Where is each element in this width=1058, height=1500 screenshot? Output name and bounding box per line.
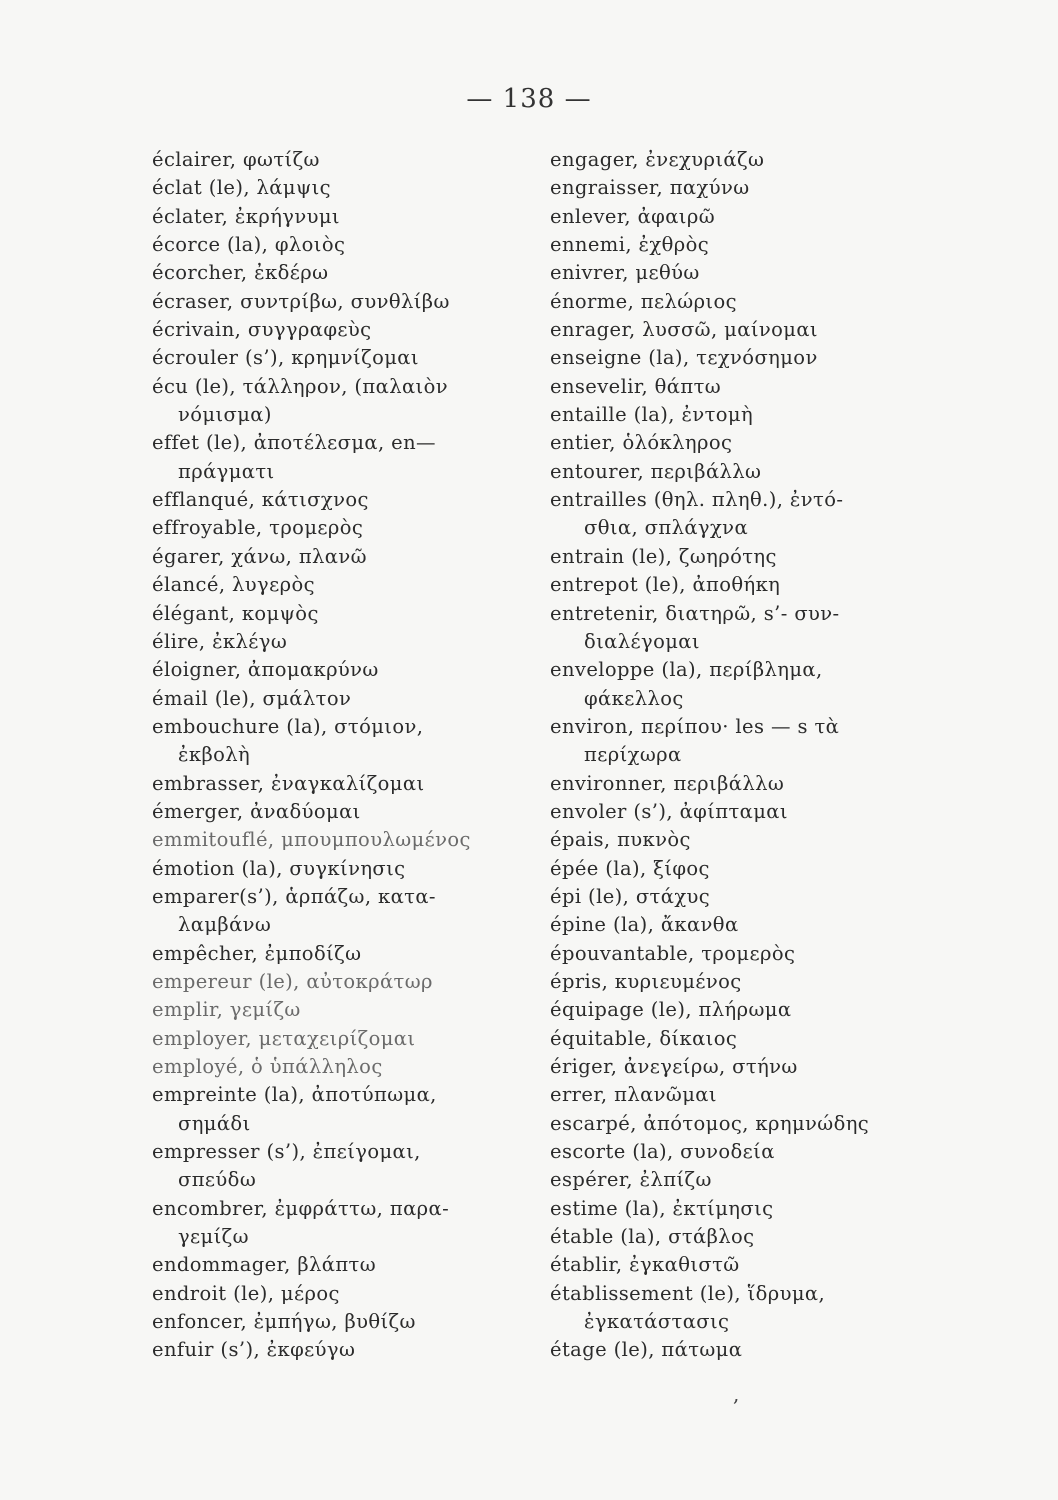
- entry-line: enivrer, μεθύω: [550, 261, 700, 285]
- entry-line: entier, ὁλόκληρος: [550, 431, 733, 455]
- entry-line: employé, ὁ ὑπάλληλος: [152, 1055, 383, 1078]
- entry-line: émerger, ἀναδύομαι: [152, 799, 361, 823]
- entry-line: écrouler (s’), κρημνίζομαι: [152, 346, 419, 370]
- entry-line: emplir, γεμίζω: [152, 998, 301, 1022]
- entry-continuation: νόμισμα): [178, 403, 272, 427]
- entry-continuation: λαμβάνω: [178, 913, 272, 937]
- stray-mark: ,: [733, 1382, 740, 1406]
- entry-line: entretenir, διατηρῶ, s’- συν-: [550, 601, 840, 625]
- entry-line: éclat (le), λάμψις: [152, 176, 332, 200]
- entry-line: étable (la), στάβλος: [550, 1225, 755, 1249]
- entry-line: élancé, λυγερὸς: [152, 573, 315, 597]
- entry-line: ériger, ἀνεγείρω, στήνω: [550, 1055, 798, 1078]
- entry-continuation: ἐκβολὴ: [178, 743, 251, 767]
- left-column: [152, 146, 544, 1365]
- entry-line: entrepot (le), ἀποθήκη: [550, 573, 781, 597]
- entry-line: enrager, λυσσῶ, μαίνομαι: [550, 318, 818, 342]
- entry-line: effroyable, τρομερὸς: [152, 516, 364, 540]
- entry-continuation: σπεύδω: [178, 1168, 257, 1192]
- entry-line: employer, μεταχειρίζομαι: [152, 1026, 416, 1050]
- entry-continuation: διαλέγομαι: [584, 629, 700, 653]
- entry-line: enfuir (s’), ἐκφεύγω: [152, 1338, 356, 1362]
- entry-line: équipage (le), πλήρωμα: [550, 998, 792, 1022]
- entry-line: encombrer, ἐμφράττω, παρα-: [152, 1196, 450, 1220]
- entry-line: émail (le), σμάλτον: [152, 686, 352, 710]
- entry-line: enseigne (la), τεχνόσημον: [550, 346, 818, 370]
- entry-line: étage (le), πάτωμα: [550, 1338, 743, 1362]
- entry-line: enveloppe (la), περίβλημα,: [550, 658, 823, 682]
- entry-line: environner, περιβάλλω: [550, 771, 785, 795]
- entry-line: épine (la), ἄκανθα: [550, 913, 739, 937]
- entry-line: écorcher, ἐκδέρω: [152, 261, 329, 285]
- entry-line: embrasser, ἐναγκαλίζομαι: [152, 771, 425, 795]
- entry-line: établir, ἐγκαθιστῶ: [550, 1253, 740, 1277]
- entry-continuation: σημάδι: [178, 1111, 251, 1135]
- entry-line: escarpé, ἀπότομος, κρημνώδης: [550, 1111, 870, 1135]
- entry-line: énorme, πελώριος: [550, 289, 737, 313]
- right-column: [550, 146, 995, 1365]
- entry-line: épris, κυριευμένος: [550, 969, 742, 993]
- entry-line: ensevelir, θάπτω: [550, 374, 722, 398]
- entry-line: embouchure (la), στόμιον,: [152, 714, 424, 738]
- entry-line: épais, πυκνὸς: [550, 828, 691, 852]
- entry-line: entaille (la), ἐντομὴ: [550, 403, 754, 427]
- entry-line: épée (la), ξίφος: [550, 856, 710, 880]
- entry-line: engager, ἐνεχυριάζω: [550, 148, 765, 171]
- entry-line: emparer(s’), ἁρπάζω, κατα-: [152, 884, 436, 908]
- entry-line: entrain (le), ζωηρότης: [550, 544, 777, 568]
- entry-line: emmitouflé, μπουμπουλωμένος: [152, 828, 471, 852]
- entry-line: empresser (s’), ἐπείγομαι,: [152, 1140, 421, 1164]
- entry-line: enlever, ἀφαιρῶ: [550, 204, 716, 228]
- entry-line: éclater, ἐκρήγνυμι: [152, 204, 340, 228]
- entry-line: élégant, κομψὸς: [152, 601, 319, 625]
- entry-continuation: γεμίζω: [178, 1225, 249, 1249]
- entry-line: égarer, χάνω, πλανῶ: [152, 544, 367, 568]
- entry-line: entrailles (θηλ. πληθ.), ἐντό-: [550, 488, 844, 512]
- entry-continuation: ἐγκατάστασις: [584, 1310, 730, 1334]
- entry-line: ennemi, ἐχθρὸς: [550, 233, 710, 257]
- entry-line: éclairer, φωτίζω: [152, 148, 320, 171]
- entry-line: éloigner, ἀπομακρύνω: [152, 658, 379, 682]
- entry-line: espérer, ἐλπίζω: [550, 1168, 712, 1192]
- entry-continuation: πράγματι: [178, 459, 275, 483]
- entry-line: empereur (le), αὐτοκράτωρ: [152, 969, 433, 993]
- entry-line: estime (la), ἐκτίμησις: [550, 1196, 774, 1220]
- entry-line: efflanqué, κάτισχνος: [152, 488, 369, 512]
- entry-line: écorce (la), φλοιὸς: [152, 233, 346, 257]
- entry-line: effet (le), ἀποτέλεσμα, en—: [152, 431, 436, 455]
- entry-line: endommager, βλάπτω: [152, 1253, 377, 1277]
- entry-line: émotion (la), συγκίνησις: [152, 856, 406, 880]
- entry-line: établissement (le), ἵδρυμα,: [550, 1281, 826, 1305]
- entry-line: enfoncer, ἐμπήγω, βυθίζω: [152, 1310, 416, 1334]
- entry-line: envoler (s’), ἀφίπταμαι: [550, 799, 788, 823]
- page-number: — 138 —: [466, 84, 592, 114]
- entry-line: élire, ἐκλέγω: [152, 629, 288, 653]
- entry-continuation: περίχωρα: [584, 743, 682, 767]
- entry-line: empêcher, ἐμποδίζω: [152, 941, 362, 965]
- entry-line: équitable, δίκαιος: [550, 1026, 738, 1050]
- entry-line: errer, πλανῶμαι: [550, 1083, 717, 1107]
- entry-continuation: φάκελλος: [584, 686, 684, 710]
- entry-line: escorte (la), συνοδεία: [550, 1140, 775, 1164]
- entry-line: environ, περίπου· les — s τὰ: [550, 714, 840, 738]
- entry-line: écu (le), τάλληρον, (παλαιὸν: [152, 374, 448, 398]
- entry-line: empreinte (la), ἀποτύπωμα,: [152, 1083, 437, 1107]
- entry-line: écrivain, συγγραφεὺς: [152, 318, 372, 342]
- entry-line: épi (le), στάχυς: [550, 884, 711, 908]
- entry-line: épouvantable, τρομερὸς: [550, 941, 796, 965]
- entry-continuation: σθια, σπλάγχνα: [584, 516, 749, 540]
- entry-line: engraisser, παχύνω: [550, 176, 750, 200]
- entry-line: endroit (le), μέρος: [152, 1281, 340, 1305]
- entry-line: écraser, συντρίβω, συνθλίβω: [152, 289, 450, 313]
- entry-line: entourer, περιβάλλω: [550, 459, 762, 483]
